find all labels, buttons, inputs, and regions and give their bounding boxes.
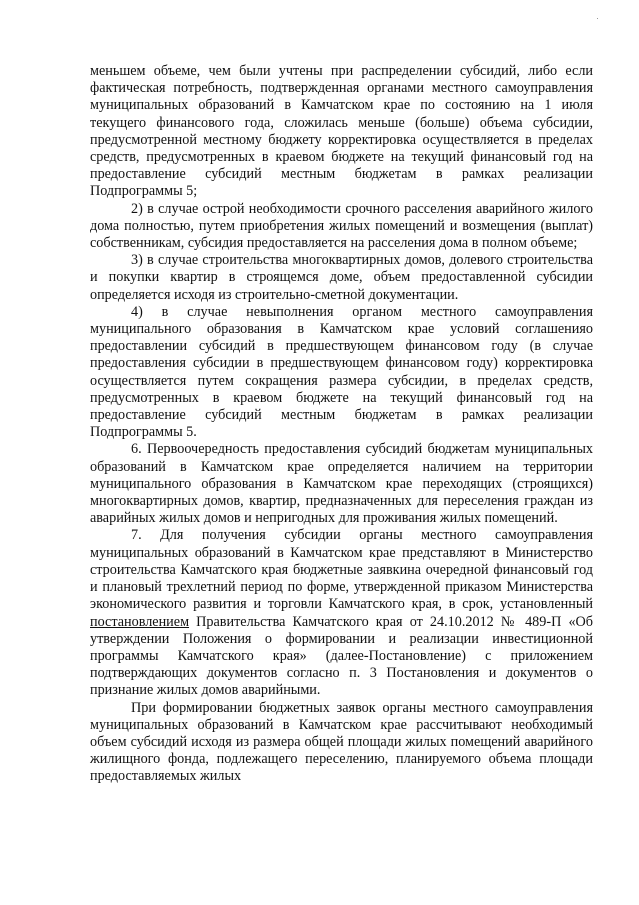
resolution-link[interactable]: постановлением xyxy=(90,613,190,630)
paragraph-section-7 xyxy=(90,527,593,699)
paragraph-item-2: 2) в случае острой необходимости срочного расселения аварийного жилого дома полностью, путем приобретения жилых помещений и возмещения (выплат) собственникам, субсидия предоставляется на расселения дома в полном объеме; xyxy=(90,200,593,252)
scan-speck xyxy=(597,18,598,19)
paragraph-budget-requests: При формировании бюджетных заявок органы местного самоуправления муниципальных образований в Камчатском крае рассчитывают необходимый объем субсидий исходя из размера общей площади жилых помещений аварийного жилищного фонда, подлежащего переселению, планируемого объема площади предоставляемых жилых xyxy=(90,699,593,785)
paragraph-continuation: меньшем объеме, чем были учтены при распределении субсидий, либо если фактическая потребность, подтвержденная органами местного самоуправления муниципальных образований в Камчатском крае по состоянию на 1 июля текущего финансового года, сложилась меньше (больше) объема субсидии, предусмотренной местному бюджету корректировка осуществляется в пределах средств, предусмотренных в краевом бюджете на текущий финансовый год на предоставление субсидий местным бюджетам в рамках реализации Подпрограммы 5; xyxy=(90,63,593,200)
paragraph-item-4: 4) в случае невыполнения органом местного самоуправления муниципального образования в Камчатском крае условий соглашенияо предоставлении субсидий в предшествующем финансовом году (в случае предоставления субсидии в предшествующем финансовом году) корректировка осуществляется путем сокращения размера субсидии, в пределах средств, предусмотренных в краевом бюджете на текущий финансовый год на предоставление субсидий местным бюджетам в рамках реализации Подпрограммы 5. xyxy=(90,303,593,441)
document-page xyxy=(90,63,593,786)
paragraph-item-3: 3) в случае строительства многоквартирных домов, долевого строительства и покупки квартир в строящемся доме, объем предоставленной субсидии определяется исходя из строительно-сметной документации. xyxy=(90,252,593,303)
section-7-text-end: Правительства Камчатского края от 24.10.2012 № 489-П «Об утверждении Положения о формировании и реализации инвестиционной программы Камчатского края» (далее-Постановление) с приложением подтверждающих документов согласно п. 3 Постановления и документов о признание жилых домов аварийными. xyxy=(90,613,593,699)
section-7-text-start: 7. Для получения субсидии органы местного самоуправления муниципальных образований в Камчатском крае представляют в Министерство строительства Камчатского края бюджетные заявкина очередной финансовый год и плановый трехлетний период по форме, утвержденной приказом Министерства экономического развития и торговли Камчатского края, в срок, установленный xyxy=(90,527,593,613)
paragraph-section-6: 6. Первоочередность предоставления субсидий бюджетам муниципальных образований в Камчатском крае определяется наличием на территории муниципального образования в Камчатском крае переходящих (строящихся) многоквартирных домов, квартир, предназначенных для переселения граждан из аварийных жилых домов и непригодных для проживания жилых помещений. xyxy=(90,441,593,527)
